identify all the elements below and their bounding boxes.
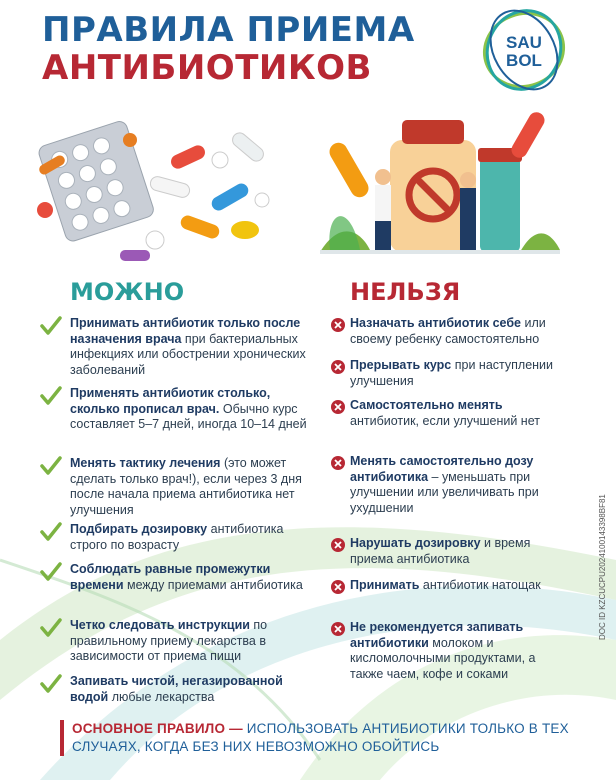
- doc-id: DOC ID KZCUCPU2024100143398BF81: [598, 494, 607, 640]
- logo-text-line1: SAU: [506, 33, 542, 52]
- cross-icon: [331, 400, 345, 414]
- cannot-item-3: Самостоятельно менять антибиотик, если улучшений нет: [350, 398, 540, 428]
- prohibition-illustration: [320, 100, 560, 265]
- title-line-2: АНТИБИОТИКОВ: [42, 48, 372, 88]
- pills-illustration: [30, 100, 280, 270]
- main-rule: ОСНОВНОЕ ПРАВИЛО — ИСПОЛЬЗОВАТЬ АНТИБИОТИКИ ТОЛЬКО В ТЕХ СЛУЧАЯХ, КОГДА БЕЗ НИХ НЕВОЗМОЖНО ОБОЙТИСЬ: [72, 721, 569, 754]
- can-item-4: Подбирать дозировку антибиотика строго по возрасту: [70, 522, 284, 552]
- logo-text-line2: BOL: [506, 51, 542, 70]
- cross-icon: [331, 580, 345, 594]
- cross-icon: [331, 456, 345, 470]
- cross-icon: [331, 538, 345, 552]
- can-item-2: Применять антибиотик столько, сколько прописал врач. Обычно курс составляет 5–7 дней, иногда 10–14 дней: [70, 386, 307, 431]
- can-item-1: Принимать антибиотик только после назначения врача при бактериальных инфекциях или обострении хронических заболеваний: [70, 316, 306, 377]
- title-line-1: ПРАВИЛА ПРИЕМА: [42, 10, 415, 50]
- check-icon: [40, 316, 62, 336]
- cross-icon: [331, 360, 345, 374]
- can-item-7: Запивать чистой, негазированной водой любые лекарства: [70, 674, 283, 704]
- cross-icon: [331, 318, 345, 332]
- cross-icon: [331, 622, 345, 636]
- cannot-item-2: Прерывать курс при наступлении улучшения: [350, 358, 554, 388]
- check-icon: [40, 618, 62, 638]
- cannot-item-4: Менять самостоятельно дозу антибиотика – уменьшать при улучшении или увеличивать при ухудшении: [350, 454, 539, 515]
- saubol-logo: [478, 4, 570, 96]
- cannot-item-1: Назначать антибиотик себе или своему ребенку самостоятельно: [350, 316, 546, 346]
- check-icon: [40, 456, 62, 476]
- check-icon: [40, 522, 62, 542]
- main-rule-accent-bar: [60, 720, 64, 756]
- can-item-6: Четко следовать инструкции по правильному приему лекарства в зависимости от приема пищи: [70, 618, 268, 663]
- can-heading: МОЖНО: [70, 278, 185, 306]
- cannot-item-6: Принимать антибиотик натощак: [350, 578, 541, 592]
- cannot-item-5: Нарушать дозировку и время приема антибиотика: [350, 536, 531, 566]
- check-icon: [40, 562, 62, 582]
- check-icon: [40, 386, 62, 406]
- check-icon: [40, 674, 62, 694]
- cannot-heading: НЕЛЬЗЯ: [350, 278, 461, 306]
- can-item-3: Менять тактику лечения (это может сделать только врач!), если через 3 дня после начала приема антибиотика нет улучшения: [70, 456, 302, 517]
- can-item-5: Соблюдать равные промежутки времени между приемами антибиотика: [70, 562, 303, 592]
- cannot-item-7: Не рекомендуется запивать антибиотики молоком и кисломолочными продуктами, а также чаем, кофе и соками: [350, 620, 536, 681]
